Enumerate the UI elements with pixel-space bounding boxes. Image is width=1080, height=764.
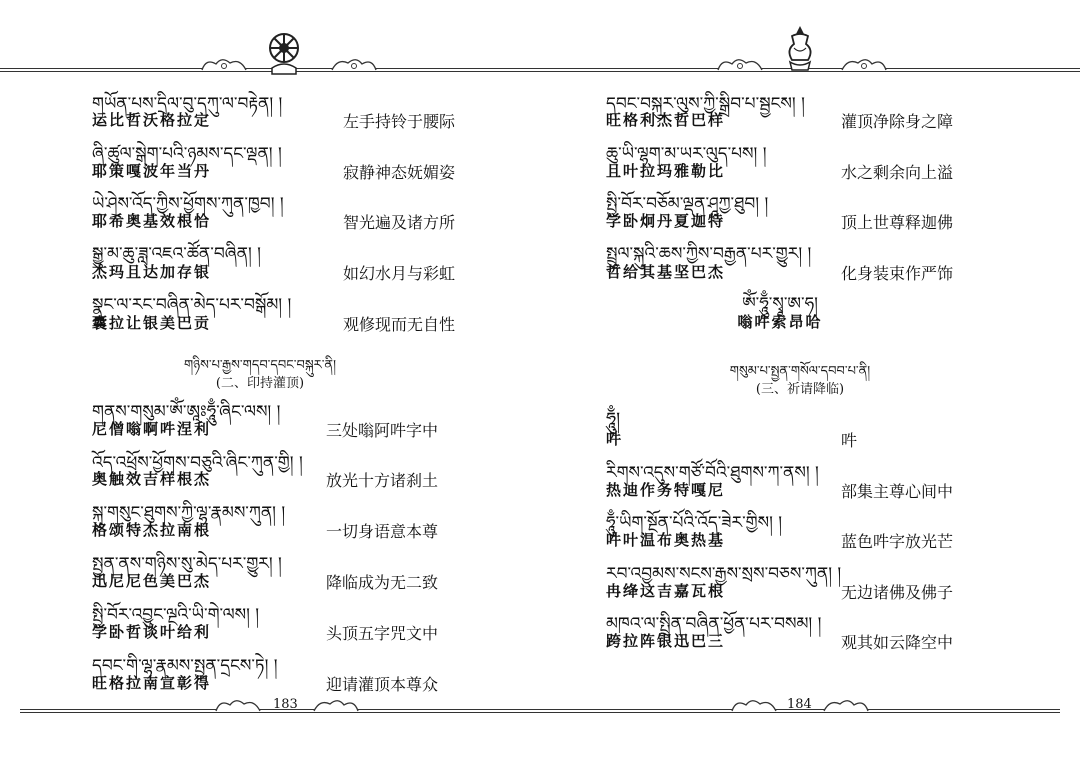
phonetic-verse: 尼僧嗡啊吽涅利 — [92, 420, 212, 438]
tibetan-verse: མཁའ་ལ་སྤྲིན་བཞིན་ཕྱོན་པར་བསམ། ། — [606, 614, 822, 634]
chinese-translation: 灌顶净除身之障 — [841, 112, 954, 131]
tibetan-verse: རིགས་འདུས་གཙོ་བོའི་ཐུགས་ཀ་ནས། ། — [606, 463, 819, 483]
tibetan-verse: གཡོན་པས་དྲིལ་བུ་དཀུ་ལ་བརྟེན། ། — [92, 94, 283, 114]
tibetan-verse: འོད་འཕྲོས་ཕྱོགས་བཅུའི་ཞིང་ཀུན་གྱི། ། — [92, 453, 303, 473]
seed-syllable-tibetan: ཧཱུྃ། — [606, 409, 621, 430]
phonetic-verse: 旺格利杰哲巴样 — [606, 111, 726, 129]
dharma-wheel-icon — [262, 28, 306, 78]
tibetan-verse: གནས་གསུམ་ཨོཾ་ཨཱཿཧཱུྃ་ཞིང་ལས། ། — [92, 402, 281, 422]
phonetic-verse: 跨拉阵银迅巴三 — [606, 632, 726, 650]
chinese-translation: 一切身语意本尊 — [326, 522, 439, 541]
chinese-translation: 观其如云降空中 — [841, 633, 954, 652]
tibetan-verse: ཡེ་ཤེས་འོད་ཀྱིས་ཕྱོགས་ཀུན་ཁྱབ། ། — [92, 194, 284, 214]
chinese-translation: 观修现而无自性 — [343, 315, 456, 334]
cloud-ornament-icon — [214, 697, 262, 713]
mantra-tibetan: ཨོཾ་ཧཱུྃ་སྭཱ་ཨ་ཧ། — [742, 294, 818, 314]
phonetic-verse: 吽叶温布奥热基 — [606, 531, 726, 549]
phonetic-verse: 且叶拉玛雅勒比 — [606, 162, 726, 180]
section-title-chinese: (二、印持灌顶) — [215, 376, 305, 391]
chinese-translation: 顶上世尊释迦佛 — [841, 213, 954, 232]
phonetic-verse: 奥触效吉样根杰 — [92, 470, 212, 488]
cloud-ornament-icon — [330, 56, 378, 72]
chinese-translation: 左手持铃于腰际 — [343, 112, 456, 131]
phonetic-verse: 迅尼尼色美巴杰 — [92, 572, 212, 590]
section-title-chinese: (三、祈请降临) — [755, 382, 845, 397]
phonetic-verse: 囊拉让银美巴贡 — [92, 314, 212, 332]
tibetan-verse: དབང་བསྐུར་ལུས་ཀྱི་སྒྲིབ་པ་སྦྱངས། ། — [606, 94, 805, 114]
tibetan-verse: སྤྱི་བོར་འབྱུང་ལྔའི་ཡི་གེ་ལས། ། — [92, 605, 260, 625]
tibetan-verse: སྣང་ལ་རང་བཞིན་མེད་པར་བསྒོམ། ། — [92, 295, 292, 315]
page-number: 183 — [273, 697, 298, 712]
phonetic-verse: 格颂特杰拉南根 — [92, 521, 212, 539]
cloud-ornament-icon — [822, 697, 870, 713]
chinese-translation: 寂静神态妩媚姿 — [343, 163, 456, 182]
phonetic-verse: 哲给其基坚巴杰 — [606, 263, 726, 281]
treasure-vase-icon — [778, 24, 822, 74]
phonetic-verse: 热迪作务特嘎尼 — [606, 481, 726, 499]
tibetan-verse: སྤྱི་བོར་བཅོམ་ལྡན་ཤཱཀྱ་ཐུབ། ། — [606, 194, 769, 214]
tibetan-verse: སྤྲུལ་སྐུའི་ཆས་ཀྱིས་བརྒྱན་པར་གྱུར། ། — [606, 244, 812, 264]
right-page — [540, 0, 1080, 764]
chinese-translation: 迎请灌顶本尊众 — [326, 675, 439, 694]
chinese-translation: 如幻水月与彩虹 — [343, 264, 456, 283]
cloud-ornament-icon — [840, 56, 888, 72]
chinese-translation: 降临成为无二致 — [326, 573, 439, 592]
tibetan-verse: སྒྱུ་མ་ཆུ་ཟླ་འཇའ་ཚོན་བཞིན། ། — [92, 244, 261, 264]
tibetan-verse: ཧཱུྃ་ཡིག་སྔོན་པོའི་འོད་ཟེར་གྱིས། ། — [606, 513, 783, 533]
chinese-translation: 水之剩余向上溢 — [841, 163, 954, 182]
phonetic-verse: 杰玛且达加存银 — [92, 263, 212, 281]
tibetan-verse: དབང་གི་ལྷ་རྣམས་སྤྱན་དྲངས་ཏེ། ། — [92, 656, 278, 676]
chinese-translation: 头顶五字咒文中 — [326, 624, 439, 643]
phonetic-verse: 吽 — [606, 430, 624, 448]
tibetan-verse: རབ་འབྱམས་སངས་རྒྱས་སྲས་བཅས་ཀུན། ། — [606, 564, 842, 584]
chinese-translation: 吽 — [841, 431, 858, 450]
cloud-ornament-icon — [730, 697, 778, 713]
page-number: 184 — [787, 697, 812, 712]
phonetic-verse: 学卧哲谈叶给利 — [92, 623, 212, 641]
section-title-tibetan: གསུམ་པ་སྤྱན་གསོལ་དབབ་པ་ནི། — [729, 364, 871, 379]
tibetan-verse: ཞི་ཚུལ་སྒེག་པའི་ཉམས་དང་ལྡན། ། — [92, 144, 282, 164]
cloud-ornament-icon — [200, 56, 248, 72]
cloud-ornament-icon — [716, 56, 764, 72]
phonetic-verse: 耶希奥基效根恰 — [92, 212, 212, 230]
phonetic-verse: 旺格拉南宣彰得 — [92, 674, 212, 692]
phonetic-verse: 运比哲沃格拉定 — [92, 111, 212, 129]
chinese-translation: 放光十方诸刹土 — [326, 471, 439, 490]
chinese-translation: 三处嗡阿吽字中 — [326, 421, 439, 440]
chinese-translation: 部集主尊心间中 — [841, 482, 954, 501]
tibetan-verse: སྤྱན་ནས་གཉིས་སུ་མེད་པར་གྱུར། ། — [92, 554, 282, 574]
tibetan-verse: སྐུ་གསུང་ཐུགས་ཀྱི་ལྷ་རྣམས་ཀུན། ། — [92, 503, 286, 523]
mantra-phonetic: 嗡吽索昂哈 — [737, 313, 823, 331]
phonetic-verse: 学卧炯丹夏迦特 — [606, 212, 726, 230]
chinese-translation: 蓝色吽字放光芒 — [841, 532, 954, 551]
phonetic-verse: 耶策嘎波年当丹 — [92, 162, 212, 180]
chinese-translation: 智光遍及诸方所 — [343, 213, 456, 232]
section-title-tibetan: གཉིས་པ་རྒྱས་གདབ་དབང་བསྐུར་ནི། — [183, 358, 336, 373]
cloud-ornament-icon — [312, 697, 360, 713]
chinese-translation: 化身装束作严饰 — [841, 264, 954, 283]
chinese-translation: 无边诸佛及佛子 — [841, 583, 954, 602]
tibetan-verse: ཆུ་ཡི་ལྷག་མ་ཡར་ལུད་པས། ། — [606, 144, 767, 164]
phonetic-verse: 冉绛这吉嘉瓦根 — [606, 582, 726, 600]
